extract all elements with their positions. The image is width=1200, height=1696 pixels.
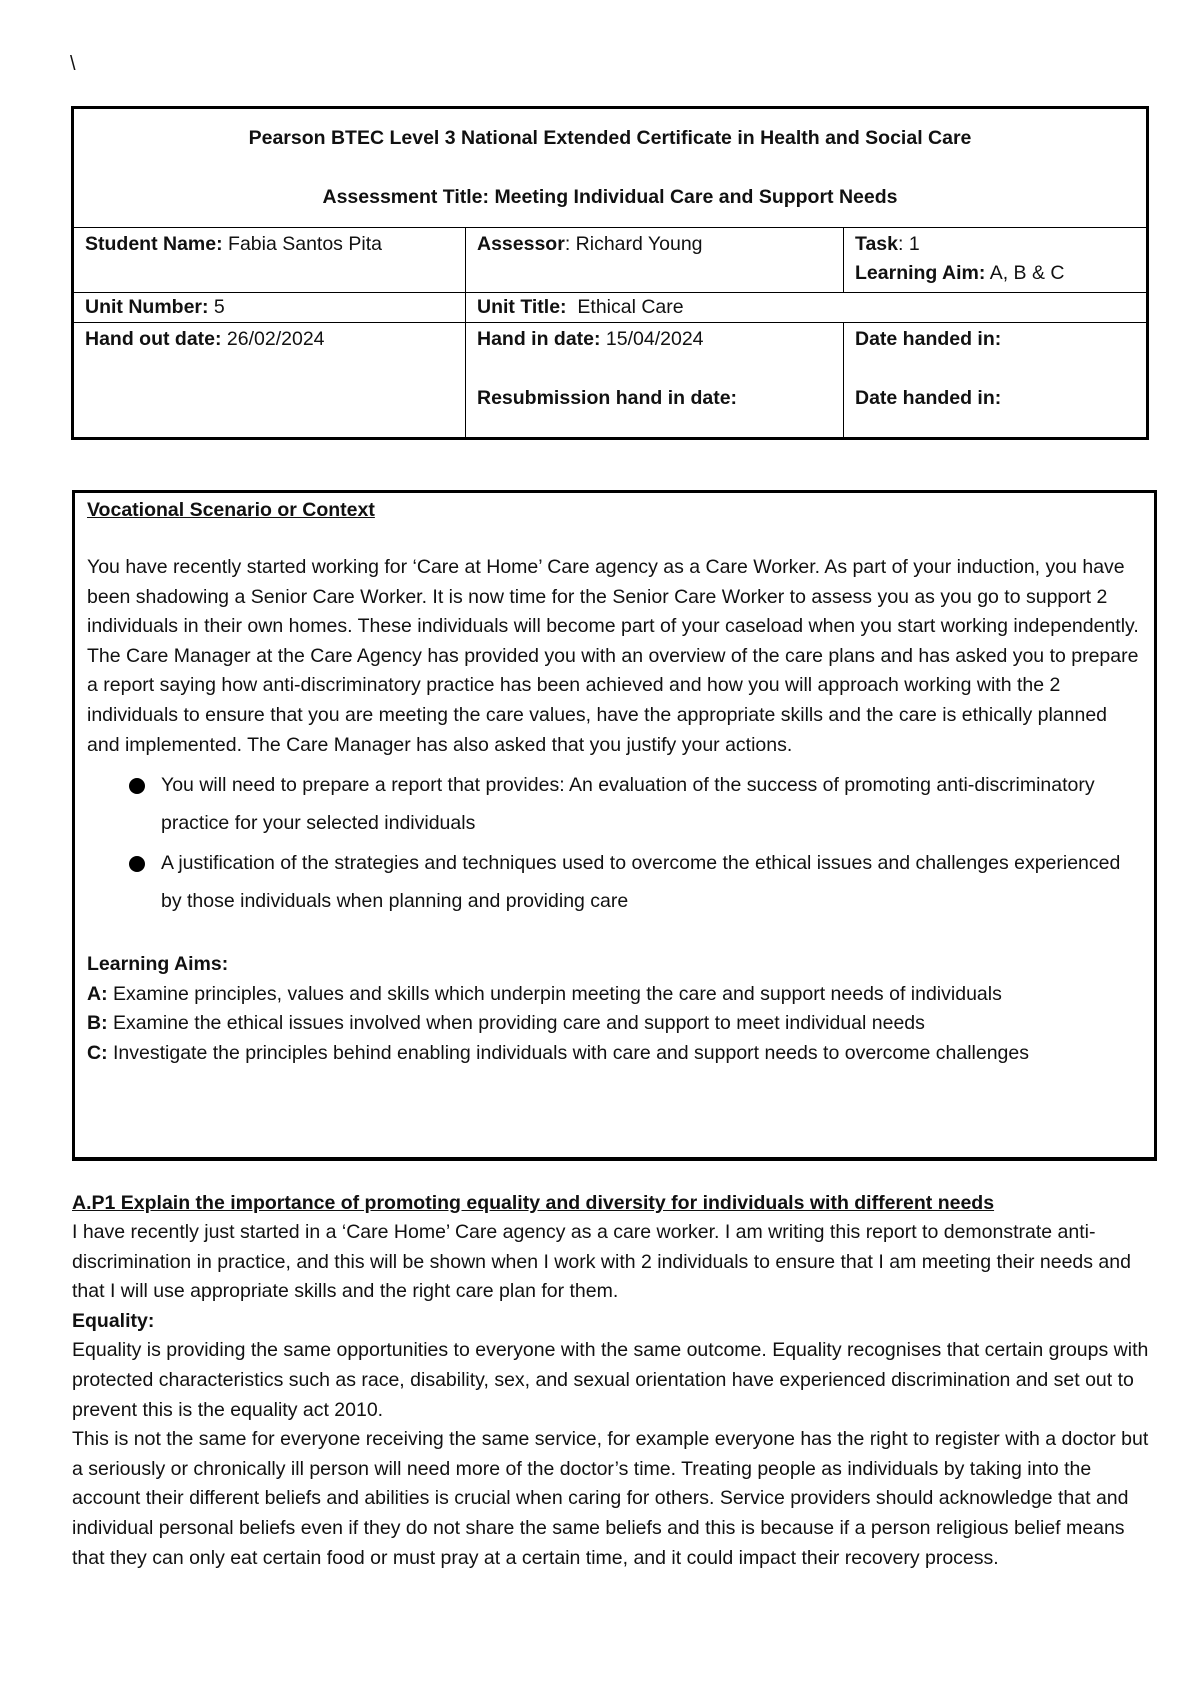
bullet-text: A justification of the strategies and techniques used to overcome the ethical issues and challenges experienced by those individuals when planning and providing care: [161, 852, 1121, 913]
scenario-box: [72, 490, 1157, 1161]
scenario-bullet-list: [87, 766, 1142, 920]
intro-paragraph: I have recently just started in a ‘Care Home’ Care agency as a care worker. I am writing this report to demonstrate anti-discrimination in practice, and this will be shown when I work with 2 individuals to ensure that I am meeting their needs and that I will use appropriate skills and the right care plan for them.: [72, 1221, 1131, 1303]
hand-in-label: Hand in date:: [477, 328, 601, 350]
assessment-title: Assessment Title: Meeting Individual Care and Support Needs: [322, 186, 898, 208]
student-name-cell: [73, 228, 466, 293]
bullet-text: You will need to prepare a report that provides: An evaluation of the success of promoting anti-discriminatory practice for your selected individuals: [161, 774, 1095, 835]
task-label: Task: [855, 233, 898, 255]
aim-letter: B:: [87, 1012, 108, 1035]
hand-out-cell: [73, 323, 466, 439]
scenario-paragraph: You have recently started working for ‘Care at Home’ Care agency as a Care Worker. As part of your induction, you have been shadowing a Senior Care Worker. It is now time for the Senior Care Worker to assess you as you go to support 2 individuals in their own homes. These individuals will become part of your caseload when you start working independently. The Care Manager at the Care Agency has provided you with an overview of the care plans and has asked you to prepare a report saying how anti-discriminatory practice has been achieved and how you will approach working with the 2 individuals to ensure that you are meeting the care values, have the appropriate skills and the care is ethically planned and implemented. The Care Manager has also asked that you justify your actions.: [87, 556, 1139, 756]
aim-text: Examine principles, values and skills which underpin meeting the care and support needs of individuals: [107, 982, 1002, 1005]
section-heading: A.P1 Explain the importance of promoting equality and diversity for individuals with different needs: [72, 1192, 995, 1214]
list-item: [87, 766, 1142, 842]
task-cell: [844, 228, 1148, 293]
learning-aim-label: Learning Aim:: [855, 262, 986, 284]
assessor-cell: [466, 228, 844, 293]
bullet-icon: [129, 778, 145, 794]
section-a-p1: [72, 1188, 1152, 1573]
list-item: [87, 844, 1142, 920]
unit-title-cell: [466, 293, 1148, 323]
aim-letter: C:: [87, 1041, 108, 1064]
learning-aim-a: [87, 980, 1142, 1010]
date-handed-in-cell: [844, 323, 1148, 439]
equality-heading: Equality:: [72, 1309, 155, 1332]
stray-backslash: \: [70, 53, 76, 75]
assessor-value: : Richard Young: [564, 233, 703, 255]
hand-in-cell: [466, 323, 844, 439]
equality-paragraph-2: This is not the same for everyone receiving the same service, for example everyone has the right to register with a doctor but a seriously or chronically ill person will need more of the doctor’s time. Treating people as individuals by taking into the account their different beliefs and abilities is crucial when caring for others. Service providers should acknowledge that and individual personal beliefs even if they do not share the same beliefs and this is because if a person religious belief means that they can only eat certain food or must pray at a certain time, and it could impact their recovery process.: [72, 1428, 1149, 1569]
unit-number-label: Unit Number:: [85, 296, 209, 318]
learning-aims-heading: Learning Aims:: [87, 953, 229, 976]
date-handed-in-label-2: Date handed in:: [855, 387, 1002, 409]
aim-text: Examine the ethical issues involved when providing care and support to meet individual needs: [107, 1012, 925, 1035]
resubmission-label: Resubmission hand in date:: [477, 387, 738, 409]
learning-aim-c: [87, 1039, 1142, 1069]
hand-out-label: Hand out date:: [85, 328, 222, 350]
unit-number-cell: [73, 293, 466, 323]
qualification-title: Pearson BTEC Level 3 National Extended Certificate in Health and Social Care: [248, 127, 972, 149]
student-name-value: Fabia Santos Pita: [222, 233, 382, 255]
date-handed-in-label-1: Date handed in:: [855, 328, 1002, 350]
hand-out-value: 26/02/2024: [221, 328, 325, 350]
hand-in-value: 15/04/2024: [600, 328, 704, 350]
title-cell: [73, 108, 1148, 228]
task-value: : 1: [898, 233, 920, 255]
scenario-heading: Vocational Scenario or Context: [87, 499, 375, 521]
aim-text: Investigate the principles behind enabling individuals with care and support needs to overcome challenges: [107, 1041, 1029, 1064]
unit-number-value: 5: [208, 296, 225, 318]
student-name-label: Student Name:: [85, 233, 223, 255]
learning-aim-b: [87, 1009, 1142, 1039]
unit-title-label: Unit Title:: [477, 296, 567, 318]
aim-letter: A:: [87, 982, 108, 1005]
unit-title-value: Ethical Care: [566, 296, 684, 318]
learning-aim-value: A, B & C: [985, 262, 1065, 284]
bullet-icon: [129, 856, 145, 872]
assessment-header-table: [71, 106, 1149, 440]
equality-paragraph-1: Equality is providing the same opportunities to everyone with the same outcome. Equality recognises that certain groups with protected characteristics such as race, disability, sex, and sexual orientation have experienced discrimination and set out to prevent this is the equality act 2010.: [72, 1339, 1149, 1421]
assessor-label: Assessor: [477, 233, 565, 255]
